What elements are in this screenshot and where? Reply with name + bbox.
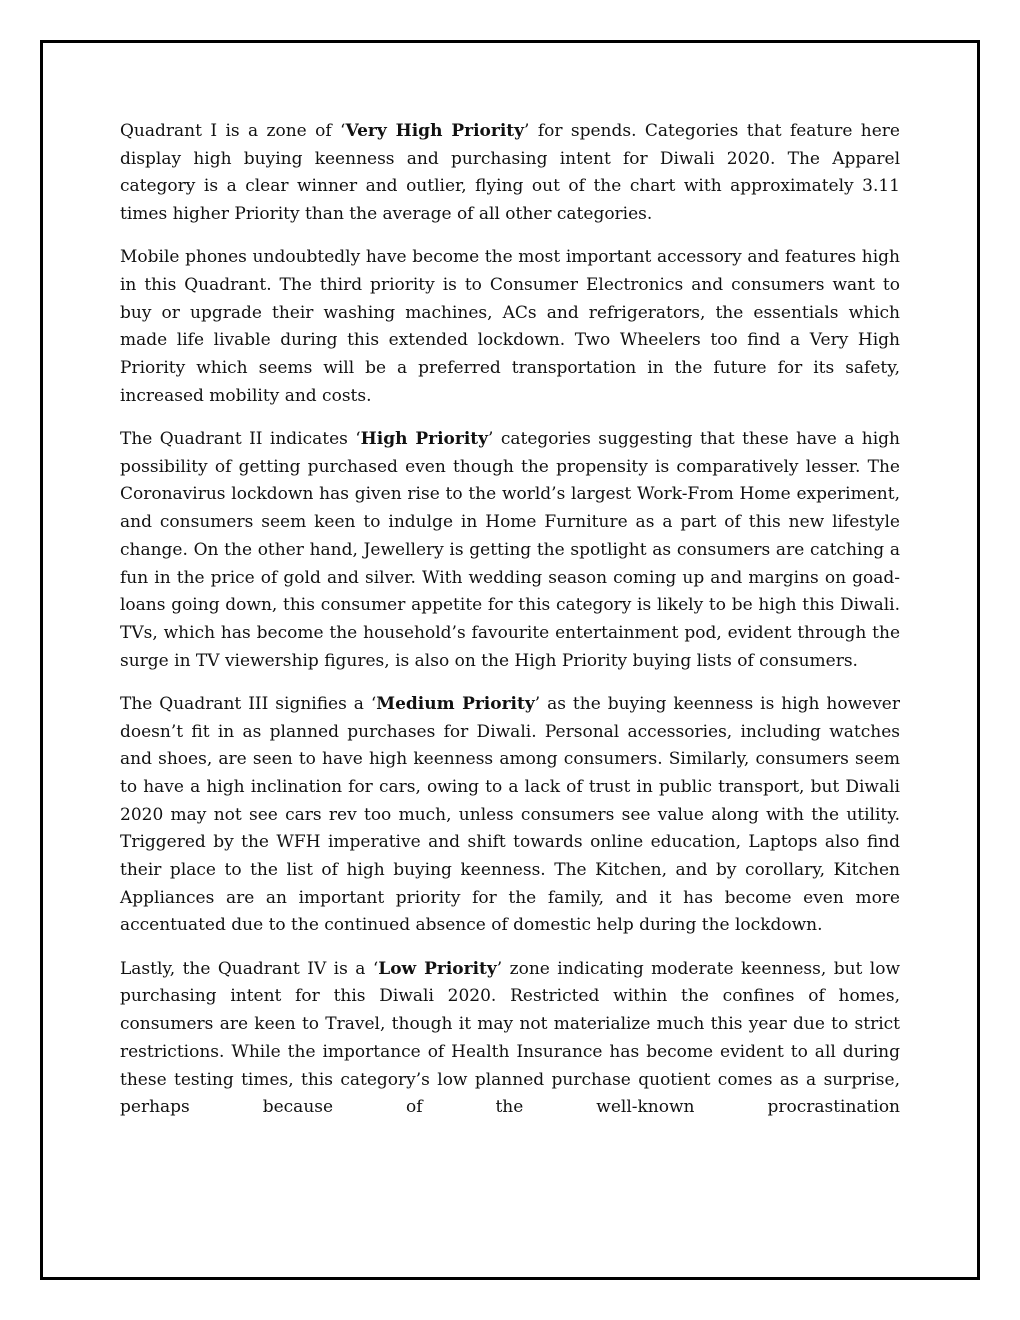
priority-label: Low Priority bbox=[378, 958, 497, 979]
priority-label: High Priority bbox=[360, 429, 489, 450]
document-body bbox=[120, 118, 900, 1137]
paragraph-quadrant-2: The Quadrant II indicates ‘High Priority’ categories suggesting that these have a high possibility of getting purchased even though the propensity is comparatively lesser. The Coronavirus lockdown has given rise to the world’s largest Work-From Home experiment, and consumers seem keen to indulge in Home Furniture as a part of this new lifestyle change. On the other hand, Jewellery is getting the spotlight as consumers are catching a fun in the price of gold and silver. With wedding season coming up and margins on goad-loans going down, this consumer appetite for this category is likely to be high this Diwali. TVs, which has become the household’s favourite entertainment pod, evident through the surge in TV viewership figures, is also on the High Priority buying lists of consumers. bbox=[120, 429, 900, 671]
paragraph-quadrant-1: Quadrant I is a zone of ‘Very High Priority’ for spends. Categories that feature here display high buying keenness and purchasing intent for Diwali 2020. The Apparel category is a clear winner and outlier, flying out of the chart with approximately 3.11 times higher Priority than the average of all other categories. bbox=[120, 121, 900, 225]
paragraph-quadrant-3: The Quadrant III signifies a ‘Medium Priority’ as the buying keenness is high however doesn’t fit in as planned purchases for Diwali. Personal accessories, including watches and shoes, are seen to have high keenness among consumers. Similarly, consumers seem to have a high inclination for cars, owing to a lack of trust in public transport, but Diwali 2020 may not see cars rev too much, unless consumers see value along with the utility. Triggered by the WFH imperative and shift towards online education, Laptops also find their place to the list of high buying keenness. The Kitchen, and by corollary, Kitchen Appliances are an important priority for the family, and it has become even more accentuated due to the continued absence of domestic help during the lockdown. bbox=[120, 693, 900, 936]
priority-label: Very High Priority bbox=[345, 121, 525, 141]
paragraph-mobile-phones: Mobile phones undoubtedly have become the most important accessory and features high in this Quadrant. The third priority is to Consumer Electronics and consumers want to buy or upgrade their washing machines, ACs and refrigerators, the essentials which made life livable during this extended lockdown. Two Wheelers too find a Very High Priority which seems will be a preferred transportation in the future for its safety, increased mobility and costs. bbox=[120, 247, 900, 406]
priority-label: Medium Priority bbox=[376, 693, 535, 714]
paragraph-quadrant-4: Lastly, the Quadrant IV is a ‘Low Priority’ zone indicating moderate keenness, but low purchasing intent for this Diwali 2020. Restricted within the confines of homes, consumers are keen to Travel, though it may not materialize much this year due to strict restrictions. While the importance of Health Insurance has become evident to all during these testing times, this category’s low planned purchase quotient comes as a surprise, perhaps because of the well-known procrastination bbox=[120, 958, 901, 1118]
